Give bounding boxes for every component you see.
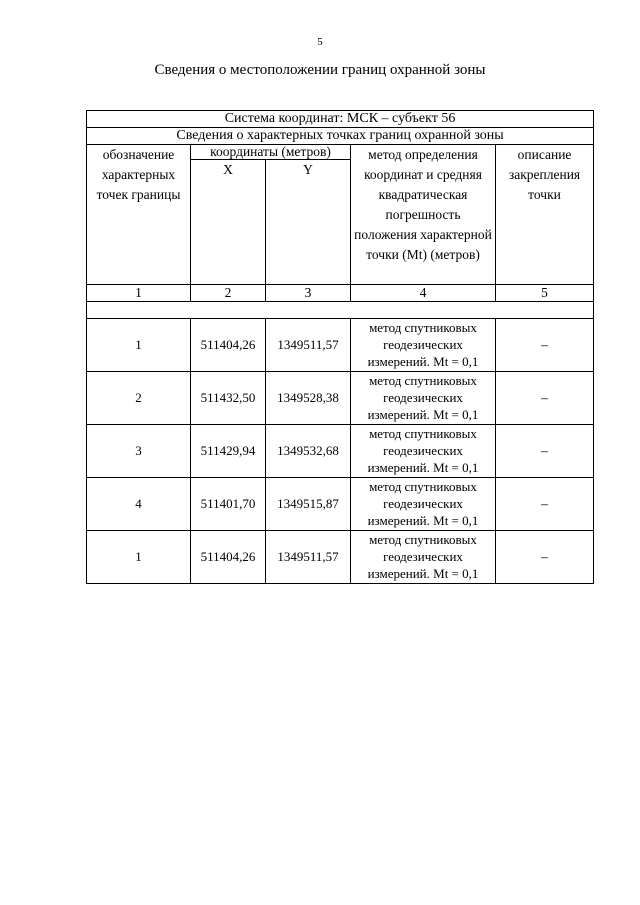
column-number: 5 (496, 285, 594, 302)
table-row (87, 478, 594, 531)
x-header: X (191, 160, 266, 285)
coordinate-system-header: Система координат: МСК – субъект 56 (87, 111, 594, 128)
method-cell: метод спутниковых геодезических измерений. Mt = 0,1 (351, 425, 496, 478)
description-cell: – (496, 478, 594, 531)
y-cell: 1349528,38 (266, 372, 351, 425)
x-cell: 511401,70 (191, 478, 266, 531)
point-cell: 1 (87, 531, 191, 584)
coordinates-header: координаты (метров) (191, 145, 351, 160)
table-row (87, 319, 594, 372)
section-header: Сведения о характерных точках границ охранной зоны (87, 128, 594, 145)
table-row (87, 531, 594, 584)
method-cell: метод спутниковых геодезических измерений. Mt = 0,1 (351, 478, 496, 531)
table-row (87, 372, 594, 425)
method-cell: метод спутниковых геодезических измерений. Mt = 0,1 (351, 319, 496, 372)
y-cell: 1349515,87 (266, 478, 351, 531)
point-cell: 2 (87, 372, 191, 425)
description-cell: – (496, 319, 594, 372)
column-number-row (87, 285, 594, 302)
description-cell: – (496, 425, 594, 478)
x-cell: 511429,94 (191, 425, 266, 478)
boundary-points-table (86, 110, 594, 584)
y-header: Y (266, 160, 351, 285)
method-cell: метод спутниковых геодезических измерений. Mt = 0,1 (351, 372, 496, 425)
point-cell: 4 (87, 478, 191, 531)
point-cell: 3 (87, 425, 191, 478)
table-row (87, 425, 594, 478)
x-cell: 511404,26 (191, 319, 266, 372)
method-cell: метод спутниковых геодезических измерений. Mt = 0,1 (351, 531, 496, 584)
designation-header: обозначение характерных точек границы (87, 145, 191, 285)
description-cell: – (496, 531, 594, 584)
x-cell: 511432,50 (191, 372, 266, 425)
y-cell: 1349532,68 (266, 425, 351, 478)
column-number: 4 (351, 285, 496, 302)
x-cell: 511404,26 (191, 531, 266, 584)
document-title: Сведения о местоположении границ охранной зоны (154, 62, 486, 78)
y-cell: 1349511,57 (266, 319, 351, 372)
column-number: 3 (266, 285, 351, 302)
description-cell: – (496, 372, 594, 425)
page-number: 5 (317, 36, 323, 48)
y-cell: 1349511,57 (266, 531, 351, 584)
spacer-cell (87, 302, 594, 319)
column-number: 1 (87, 285, 191, 302)
spacer-row (87, 302, 594, 319)
method-header: метод определения координат и средняя квадратическая погрешность положения характерной точки (Mt) (метров) (351, 145, 496, 285)
column-number: 2 (191, 285, 266, 302)
description-header: описание закрепления точки (496, 145, 594, 285)
point-cell: 1 (87, 319, 191, 372)
